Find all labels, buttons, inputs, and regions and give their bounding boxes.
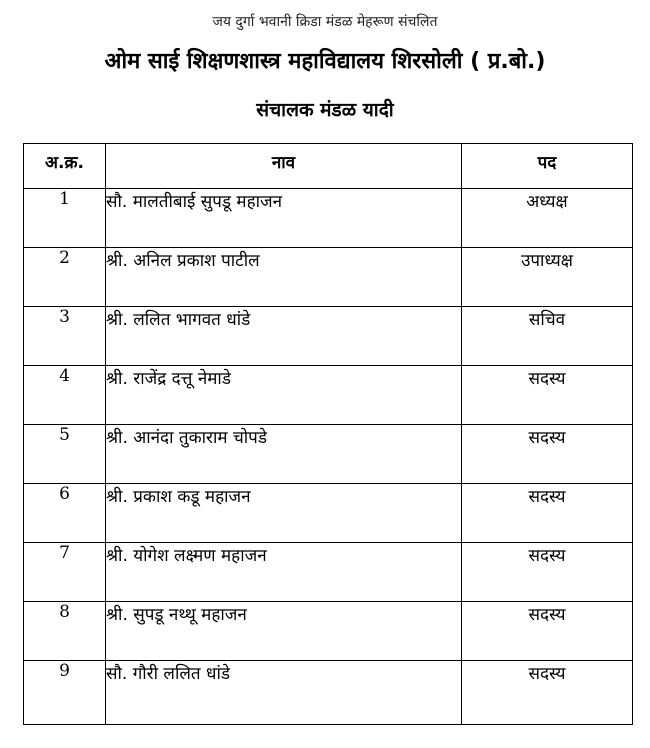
header-name: नाव — [106, 144, 462, 189]
row-member-name: श्री. आनंदा तुकाराम चोपडे — [106, 425, 462, 484]
row-member-name: श्री. प्रकाश कडू महाजन — [106, 484, 462, 543]
row-member-post: सचिव — [462, 307, 633, 366]
row-serial-number: 3 — [24, 307, 106, 366]
row-member-name: सौ. मालतीबाई सुपडू महाजन — [106, 189, 462, 248]
row-member-name: सौ. गौरी ललित धांडे — [106, 661, 462, 725]
table-row — [24, 543, 633, 602]
row-member-post: उपाध्यक्ष — [462, 248, 633, 307]
table-row — [24, 366, 633, 425]
row-member-name: श्री. अनिल प्रकाश पाटील — [106, 248, 462, 307]
row-member-post: सदस्य — [462, 366, 633, 425]
table-row — [24, 661, 633, 725]
row-member-name: श्री. योगेश लक्ष्मण महाजन — [106, 543, 462, 602]
header-serial-number: अ.क्र. — [24, 144, 106, 189]
row-member-post: सदस्य — [462, 661, 633, 725]
row-serial-number: 9 — [24, 661, 106, 725]
header-post: पद — [462, 144, 633, 189]
table-row — [24, 484, 633, 543]
table-header-row — [24, 144, 633, 189]
row-member-post: सदस्य — [462, 484, 633, 543]
row-member-post: सदस्य — [462, 425, 633, 484]
row-serial-number: 4 — [24, 366, 106, 425]
college-title: ओम साई शिक्षणशास्त्र महाविद्यालय शिरसोली ( प्र.बो.) — [104, 49, 546, 74]
row-member-name: श्री. राजेंद्र दत्तू नेमाडे — [106, 366, 462, 425]
row-member-post: सदस्य — [462, 602, 633, 661]
table-row — [24, 248, 633, 307]
list-title: संचालक मंडळ यादी — [256, 99, 394, 121]
row-member-post: सदस्य — [462, 543, 633, 602]
row-member-name: श्री. सुपडू नथ्थू महाजन — [106, 602, 462, 661]
row-serial-number: 6 — [24, 484, 106, 543]
row-serial-number: 8 — [24, 602, 106, 661]
table-row — [24, 307, 633, 366]
table-row — [24, 189, 633, 248]
row-serial-number: 7 — [24, 543, 106, 602]
table-row — [24, 602, 633, 661]
row-serial-number: 2 — [24, 248, 106, 307]
table-row — [24, 425, 633, 484]
row-serial-number: 5 — [24, 425, 106, 484]
row-serial-number: 1 — [24, 189, 106, 248]
row-member-name: श्री. ललित भागवत धांडे — [106, 307, 462, 366]
row-member-post: अध्यक्ष — [462, 189, 633, 248]
board-members-table — [23, 143, 633, 725]
organization-subtitle: जय दुर्गा भवानी क्रिडा मंडळ मेहरूण संचलित — [212, 14, 438, 30]
